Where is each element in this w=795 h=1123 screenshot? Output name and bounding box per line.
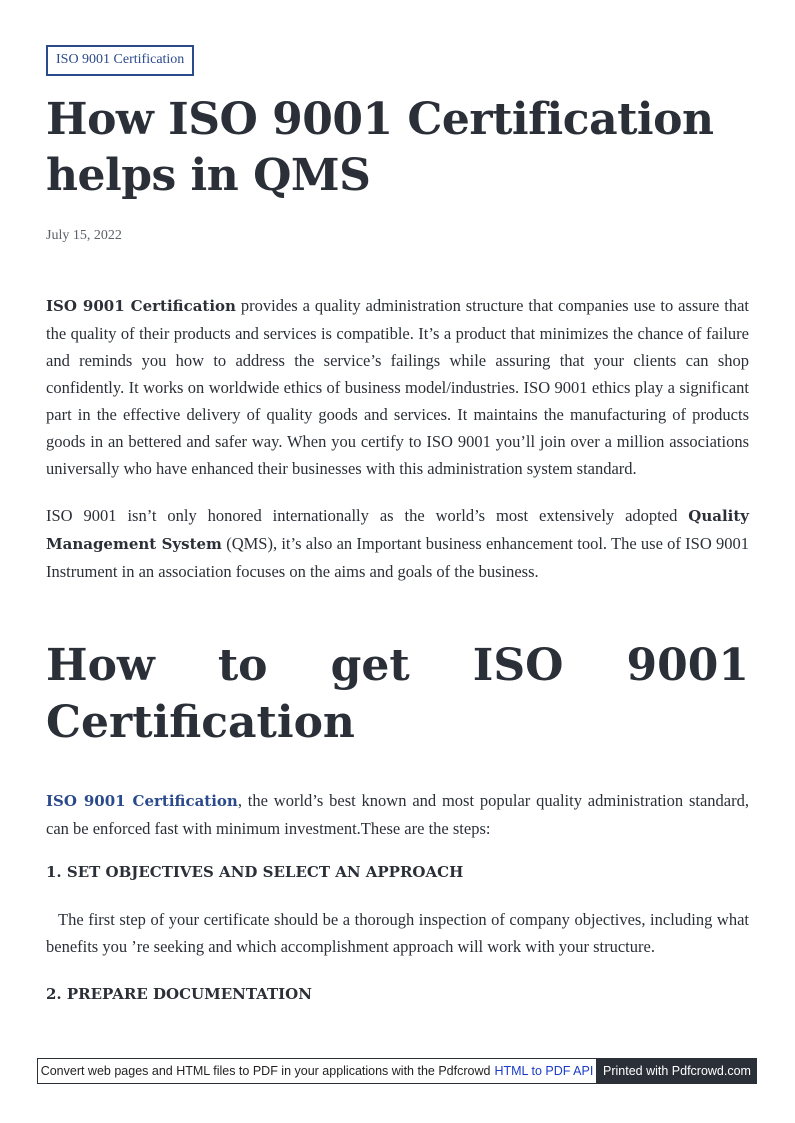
paragraph-intro <box>46 292 749 482</box>
section-heading <box>46 637 749 751</box>
bold-term: ISO 9001 Certification <box>46 297 236 315</box>
page-title <box>46 92 749 204</box>
paragraph-steps-intro <box>46 787 749 842</box>
post-date: July 15, 2022 <box>46 228 122 243</box>
pdfcrowd-footer <box>37 1058 757 1084</box>
paragraph-qms <box>46 502 749 585</box>
paragraph-text: provides a quality administration structure that companies use to assure that the quality of their products and services is compatible. It’s a product that minimizes the chance of failure and reminds you how to address the service’s failings while assuring that your clients can shop confidently. It works on worldwide ethics of business model/industries. ISO 9001 ethics play a significant part in the effective delivery of quality goods and services. It maintains the manufacturing of products goods in an bettered and safer way. When you certify to ISO 9001 you’ll join over a million associations universally who have enhanced their businesses with this administration system standard. <box>46 296 749 478</box>
bold-term: Quality Management System <box>46 507 749 553</box>
footer-banner <box>37 1058 597 1084</box>
title-line-2: helps in QMS <box>46 150 371 201</box>
iso-certification-link[interactable]: ISO 9001 Certification <box>46 792 238 810</box>
paragraph-text: (QMS), it’s also an Important business enhancement tool. The use of ISO 9001 Instrument in an association focuses on the aims and goals of the business. <box>46 534 750 581</box>
paragraph-text: ISO 9001 isn’t only honored internationally as the world’s most extensively adopted <box>46 506 689 525</box>
step-heading-1: 1. SET OBJECTIVES AND SELECT AN APPROACH <box>46 863 464 881</box>
heading-word: 9001 <box>626 640 749 691</box>
heading-word: How <box>46 640 155 691</box>
paragraph-step-1: The first step of your certificate should be a thorough inspection of company objectives, including what benefits you ’re seeking and which accomplishment approach will work with your structure. <box>46 910 749 956</box>
heading-word: to <box>217 640 268 691</box>
paragraph-text: , the world’s best known and most popular quality administration standard, can be enforced fast with minimum investment.These are the steps: <box>46 791 749 838</box>
section-heading-line-2: Certification <box>46 697 355 748</box>
title-line-1: How ISO 9001 Certification <box>46 94 714 145</box>
printed-with-badge[interactable]: Printed with Pdfcrowd.com <box>597 1058 757 1084</box>
section-heading-line-1 <box>46 637 749 694</box>
heading-word: get <box>330 640 410 691</box>
heading-word: ISO <box>472 640 564 691</box>
category-tag[interactable]: ISO 9001 Certification <box>46 45 194 76</box>
html-to-pdf-api-link[interactable]: HTML to PDF API <box>494 1064 594 1078</box>
footer-text: Convert web pages and HTML files to PDF in your applications with the Pdfcrowd <box>40 1064 491 1078</box>
article <box>46 45 749 1004</box>
step-heading-2: 2. PREPARE DOCUMENTATION <box>46 985 312 1003</box>
